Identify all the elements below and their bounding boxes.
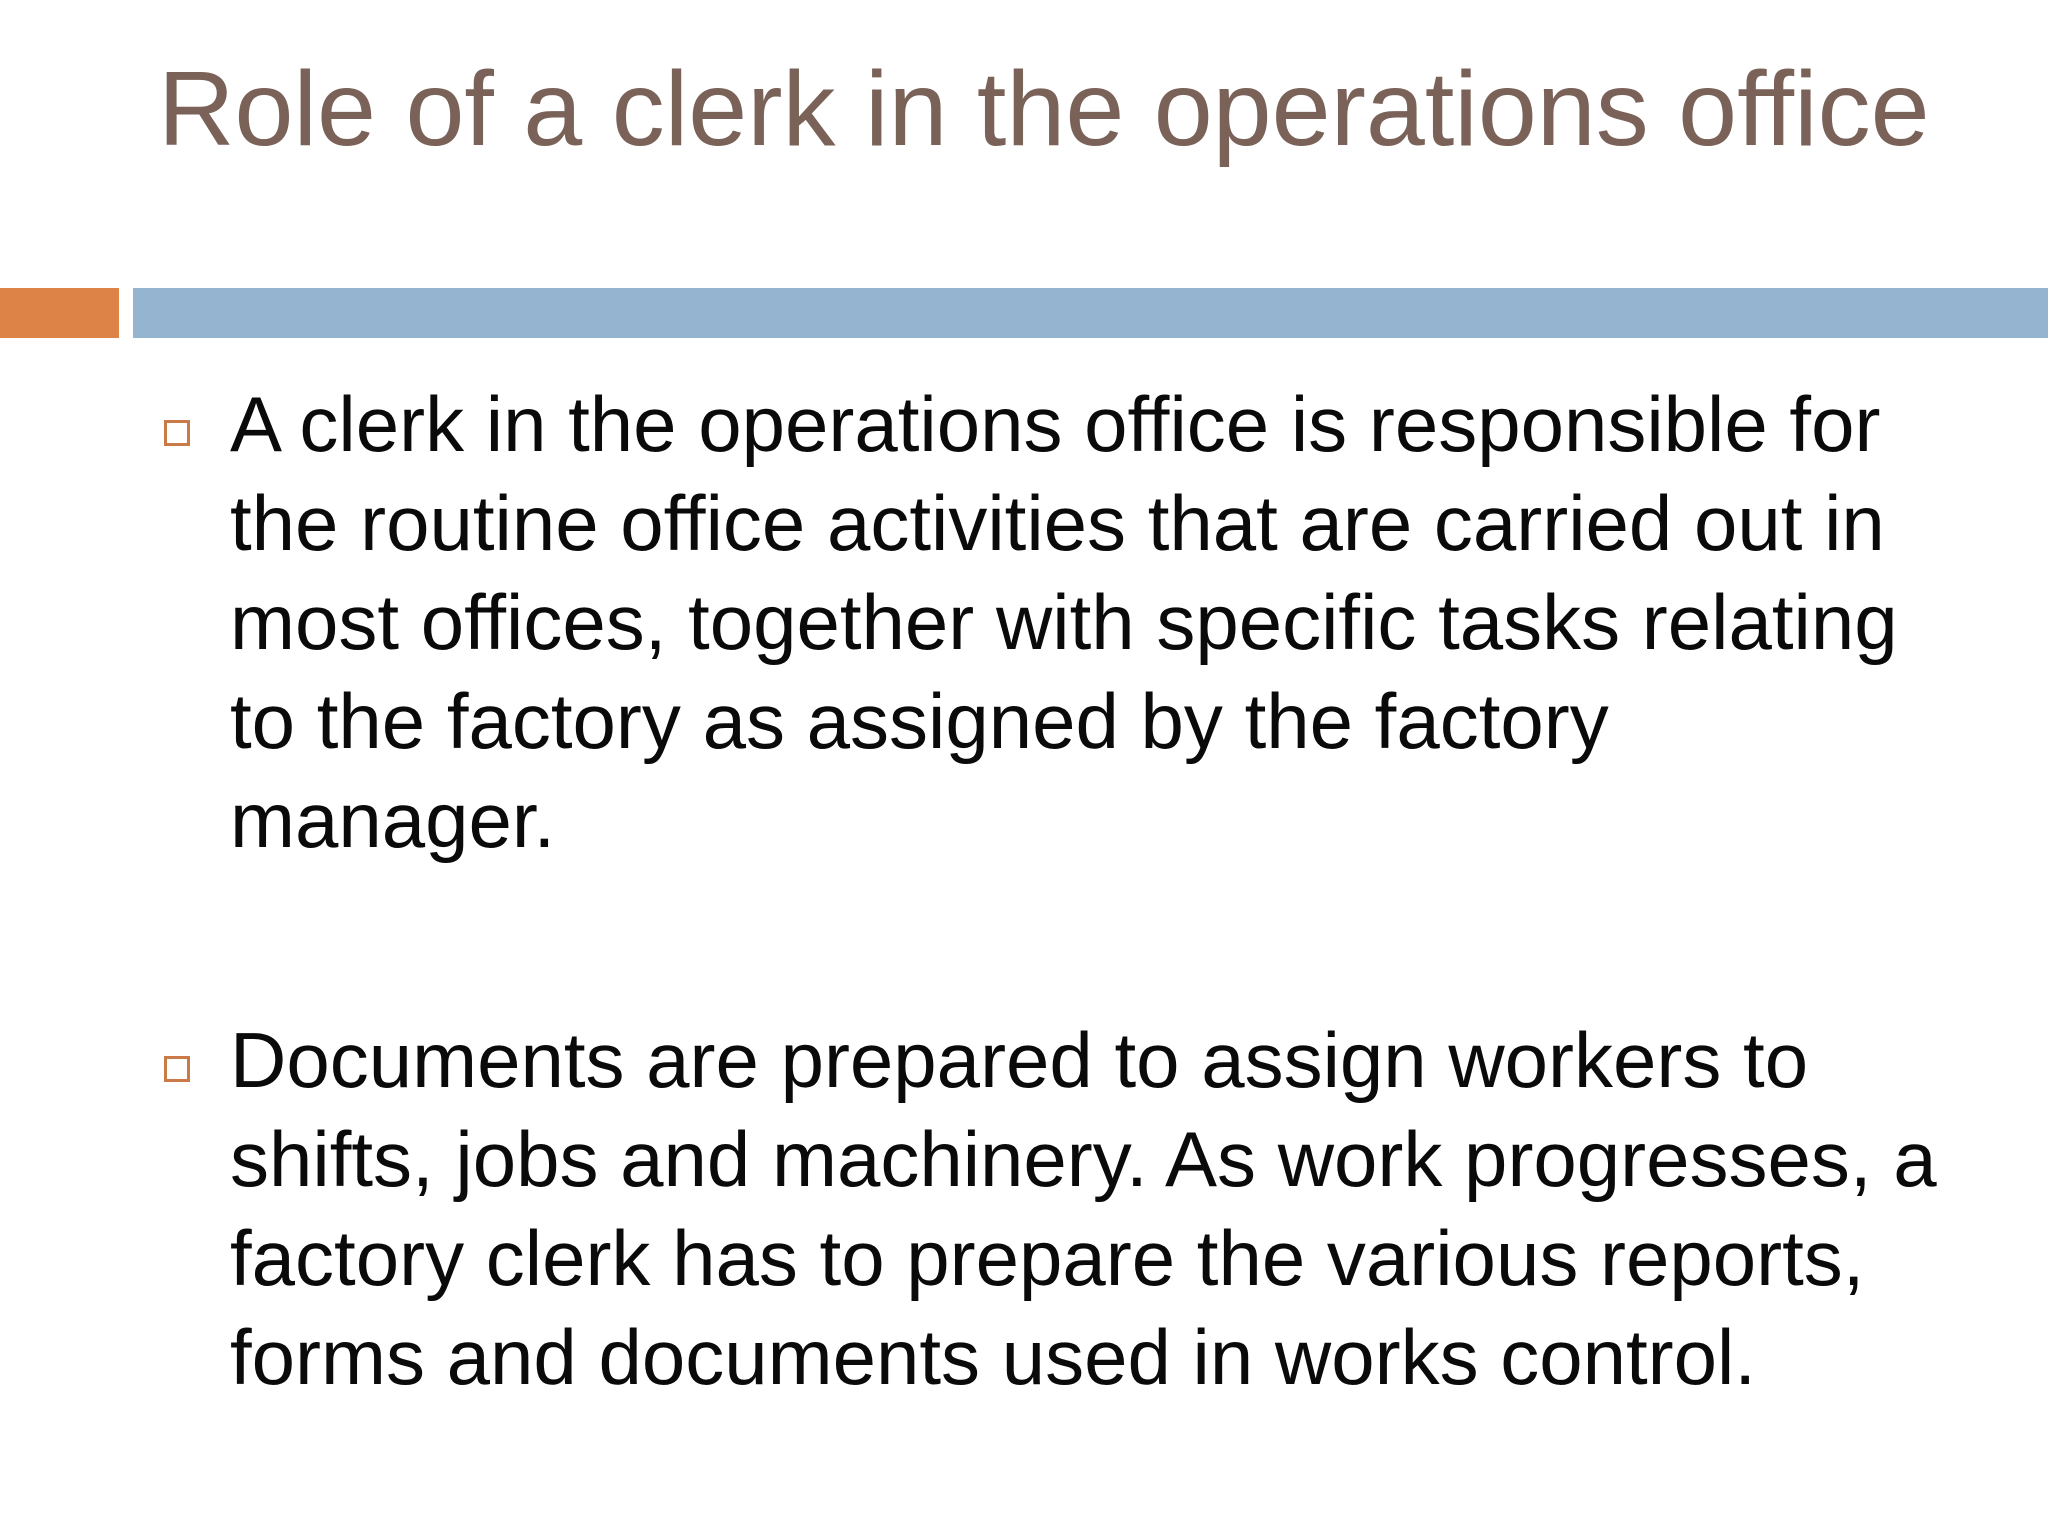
square-bullet-icon: [164, 420, 190, 446]
slide-title: Role of a clerk in the operations office: [158, 50, 1930, 168]
bullet-text: A clerk in the operations office is responsible for the routine office activities that are carried out in most offices, together with specific tasks relating to the factory as assigned by the factory manager.: [230, 380, 1898, 864]
title-accent-bar-blue: [133, 288, 2048, 338]
square-bullet-icon: [164, 1056, 190, 1082]
bullet-text: Documents are prepared to assign workers to shifts, jobs and machinery. As work progresses, a factory clerk has to prepare the various reports, forms and documents used in works control.: [230, 1016, 1937, 1401]
title-accent-bar-orange: [0, 288, 119, 338]
